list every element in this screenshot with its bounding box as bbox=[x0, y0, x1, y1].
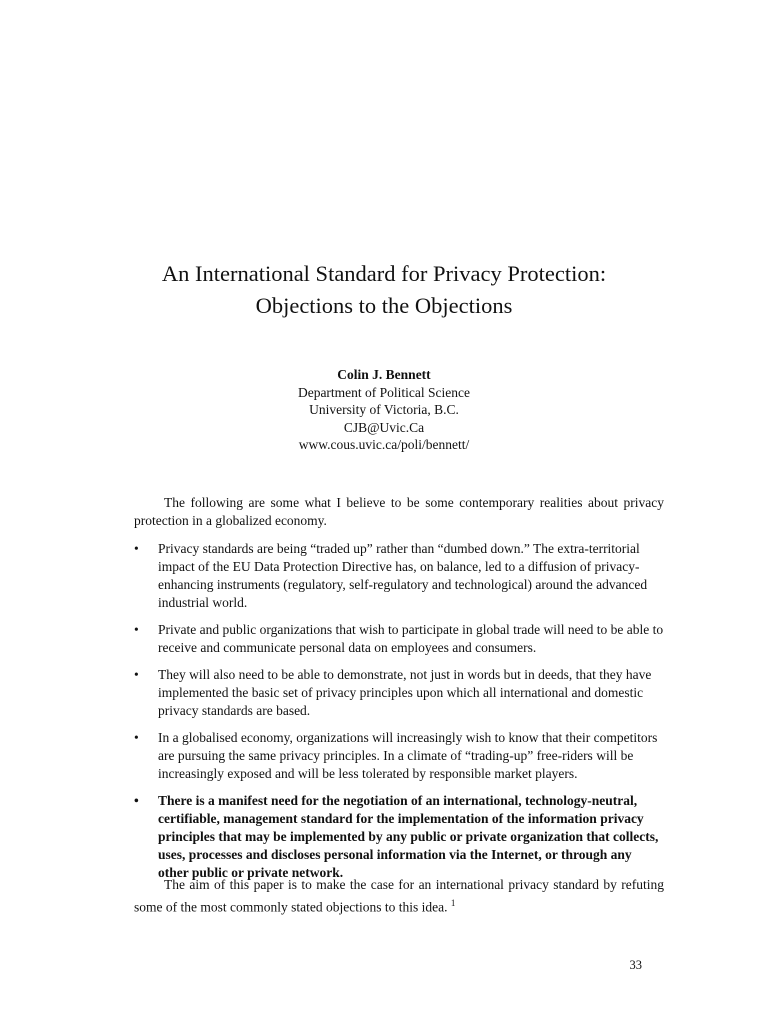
bullet-icon: • bbox=[134, 730, 139, 745]
list-item bbox=[134, 792, 664, 882]
bullet-icon: • bbox=[134, 667, 139, 682]
title-line-2: Objections to the Objections bbox=[255, 293, 513, 318]
list-item-text: Privacy standards are being “traded up” rather than “dumbed down.” The extra-territorial impact of the EU Data Protection Directive has, on balance, led to a diffusion of privacy-enhancing instruments (regulatory, self-regulatory and technological) around the advanced industrial world. bbox=[158, 541, 648, 610]
closing-paragraph bbox=[134, 876, 664, 917]
list-item-text: There is a manifest need for the negotiation of an international, technology-neutral, certifiable, management standard for the implementation of the information privacy principles that may be implemented by any public or private organization that collects, uses, processes and discloses personal information via the Internet, or through any other public or private network. bbox=[158, 793, 659, 880]
intro-text: The following are some what I believe to be some contemporary realities about privacy protection in a globalized economy. bbox=[134, 495, 664, 528]
paper-title bbox=[0, 258, 768, 322]
list-item bbox=[134, 540, 664, 612]
bullet-icon: • bbox=[134, 541, 139, 556]
closing-text: The aim of this paper is to make the case for an international privacy standard by refuting some of the most commonly stated objections to this idea. bbox=[134, 877, 664, 915]
footnote-marker: 1 bbox=[450, 898, 456, 908]
list-item bbox=[134, 621, 664, 657]
intro-paragraph bbox=[134, 494, 664, 530]
list-item bbox=[134, 666, 664, 720]
bullet-list bbox=[134, 540, 664, 891]
author-block bbox=[0, 366, 768, 454]
list-item bbox=[134, 729, 664, 783]
author-name: Colin J. Bennett bbox=[337, 367, 431, 382]
author-university: University of Victoria, B.C. bbox=[309, 402, 459, 417]
title-line-1: An International Standard for Privacy Protection: bbox=[161, 261, 607, 286]
page-number: 33 bbox=[629, 958, 642, 972]
author-email: CJB@Uvic.Ca bbox=[343, 419, 425, 435]
list-item-text: They will also need to be able to demonstrate, not just in words but in deeds, that they have implemented the basic set of privacy principles upon which all international and domestic privacy standards are based. bbox=[158, 667, 652, 718]
author-department: Department of Political Science bbox=[297, 384, 471, 400]
list-item-text: In a globalised economy, organizations will increasingly wish to know that their competitors are pursuing the same privacy principles. In a climate of “trading-up” free-riders will be increasingly exposed and will be less tolerated by responsible market players. bbox=[158, 730, 658, 781]
bullet-icon: • bbox=[134, 793, 139, 808]
bullet-icon: • bbox=[134, 622, 139, 637]
list-item-text: Private and public organizations that wish to participate in global trade will need to be able to receive and communicate personal data on employees and consumers. bbox=[158, 622, 664, 655]
author-website: www.cous.uvic.ca/poli/bennett/ bbox=[298, 437, 470, 452]
